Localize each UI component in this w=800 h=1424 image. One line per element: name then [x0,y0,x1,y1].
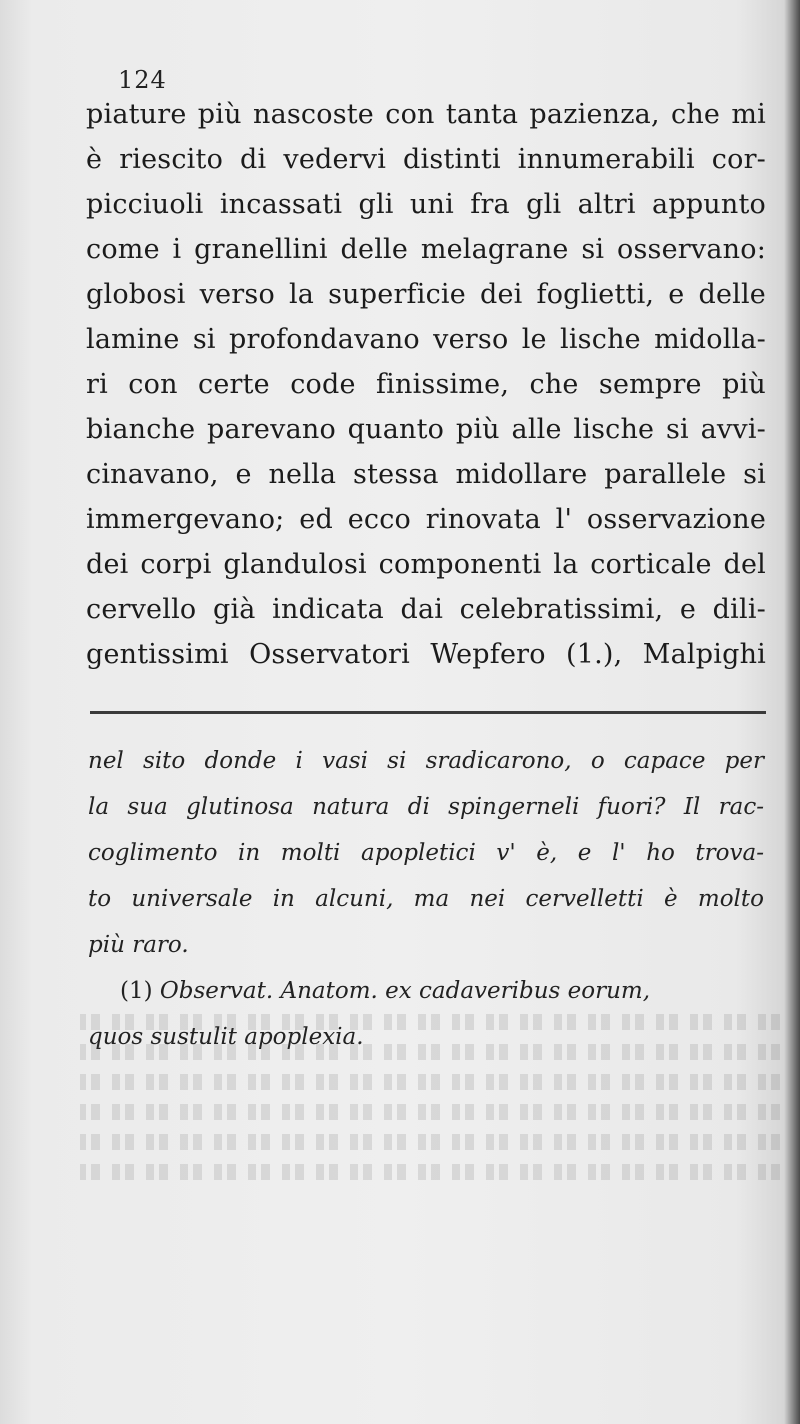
page-number: 124 [118,66,167,94]
footnote-divider [90,711,766,714]
text-line: è riescito di vedervi distinti innumerabili cor- [86,144,766,175]
text-line: lamine si profondavano verso le lische midolla- [86,324,766,355]
text-line: immergevano; ed ecco rinovata l' osservazione [86,504,766,535]
text-line: gentissimi Osservatori Wepfero (1.), Malpighi [86,639,766,670]
text-line: bianche parevano quanto più alle lische si avvi- [86,414,766,445]
main-text-block [86,92,766,677]
show-through-line [80,1134,780,1150]
text-line: picciuoli incassati gli uni fra gli altri appunto [86,189,766,220]
show-through-line [80,1044,780,1060]
show-through-text [80,1000,780,1330]
footnote-line: nel sito donde i vasi si sradicarono, o capace per [88,748,764,774]
footnote-line: più raro. [88,932,189,958]
show-through-line [80,1074,780,1090]
text-line: ri con certe code finissime, che sempre più [86,369,766,400]
text-line: globosi verso la superficie dei foglietti, e delle [86,279,766,310]
show-through-line [80,1014,780,1030]
footnote-1-continuation: quos sustulit apoplexia. [88,1024,364,1050]
footnote-1-text: Observat. Anatom. ex cadaveribus eorum, [159,978,651,1004]
footnote-line: to universale in alcuni, ma nei cervelletti è molto [88,886,764,912]
footnote-line: coglimento in molti apopletici v' è, e l' ho trova- [88,840,764,866]
text-line: cinavano, e nella stessa midollare parallele si [86,459,766,490]
text-line: dei corpi glandulosi componenti la corticale del [86,549,766,580]
show-through-line [80,1164,780,1180]
text-line: come i granellini delle melagrane si osservano: [86,234,766,265]
footnote-1-label: (1) [120,978,153,1004]
text-line: cervello già indicata dai celebratissimi, e dili- [86,594,766,625]
show-through-line [80,1104,780,1120]
text-line: piature più nascoste con tanta pazienza, che mi [86,99,766,130]
footnote-line: la sua glutinosa natura di spingerneli fuori? Il rac- [88,794,764,820]
